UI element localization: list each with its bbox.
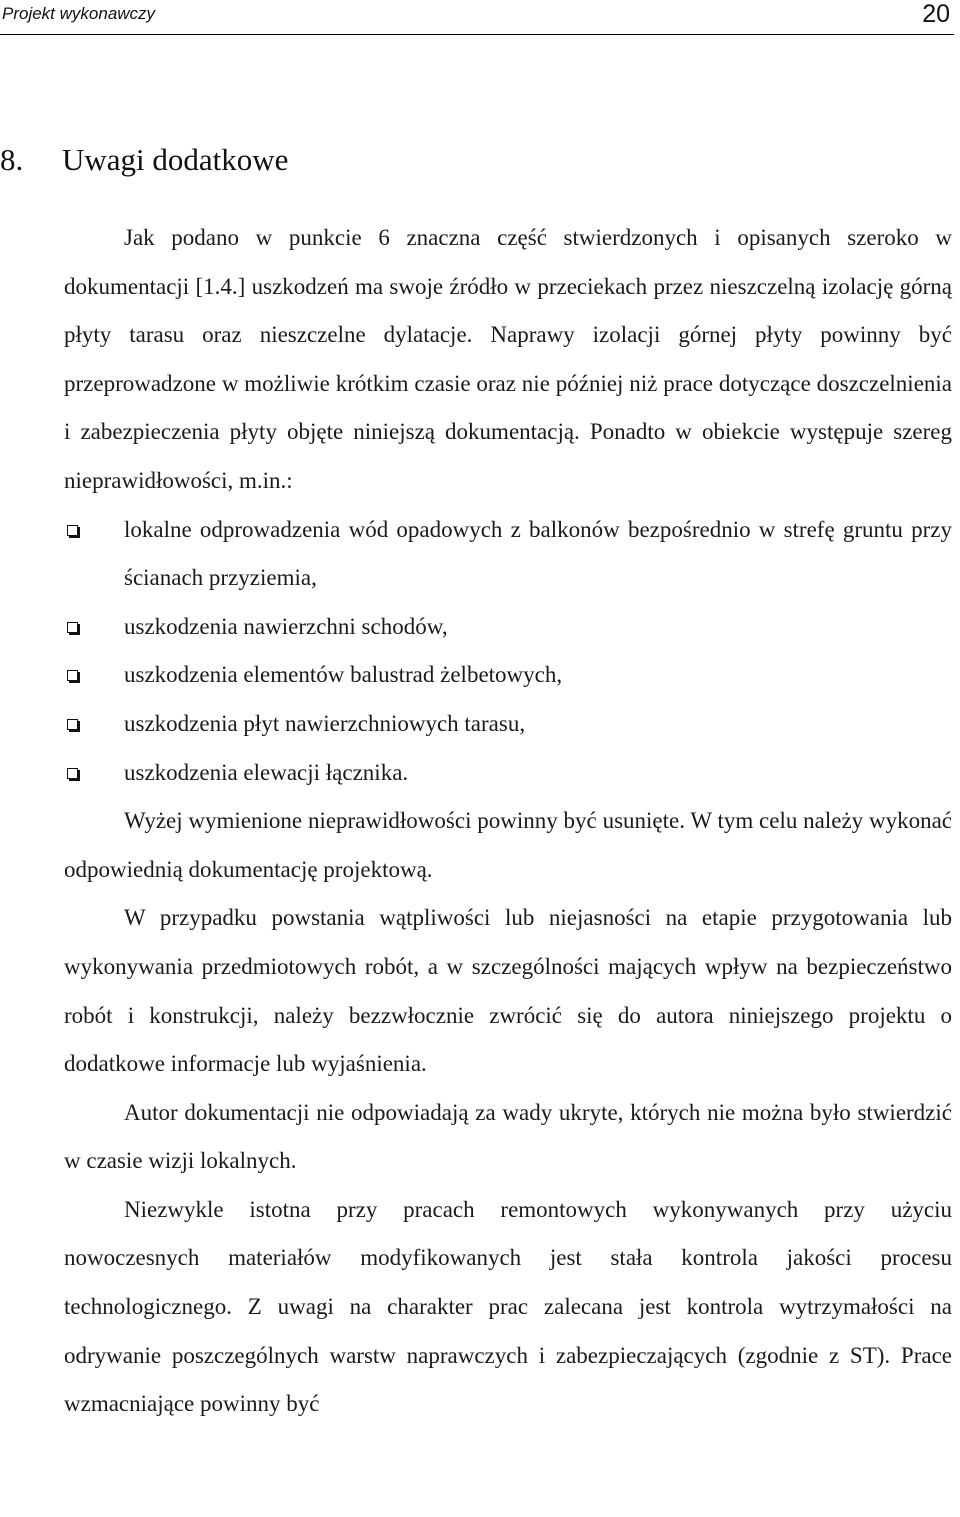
list-item <box>64 651 952 700</box>
paragraph-remediation: Wyżej wymienione nieprawidłowości powinny być usunięte. W tym celu należy wykonać odpowiednią dokumentację projektową. <box>64 808 952 882</box>
list-item-text: uszkodzenia elewacji łącznika. <box>124 759 409 785</box>
issues-list <box>64 506 952 798</box>
section-heading <box>0 142 289 178</box>
section-number: 8. <box>0 142 24 177</box>
page-header <box>0 0 954 35</box>
document-title: Projekt wykonawczy <box>2 4 156 23</box>
list-item-text: lokalne odprowadzenia wód opadowych z balkonów bezpośrednio w strefę gruntu przy ścianach przyziemia, <box>124 516 952 591</box>
checkbox-bullet-icon <box>67 525 78 536</box>
paragraph-quality-control: Niezwykle istotna przy pracach remontowych wykonywanych przy użyciu nowoczesnych materiałów modyfikowanych jest stała kontrola jakości procesu technologicznego. Z uwagi na charakter prac zalecana jest kontrola wytrzymałości na odrywanie poszczególnych warstw naprawczych i zabezpieczających (zgodnie z ST). Prace wzmacniające powinny być <box>64 1196 952 1417</box>
paragraph-doubts: W przypadku powstania wątpliwości lub niejasności na etapie przygotowania lub wykonywania przedmiotowych robót, a w szczególności mających wpływ na bezpieczeństwo robót i konstrukcji, należy bezzwłocznie zwrócić się do autora niniejszego projektu o dodatkowe informacje lub wyjaśnienia. <box>64 905 952 1077</box>
list-item-text: uszkodzenia nawierzchni schodów, <box>124 613 448 639</box>
section-title: Uwagi dodatkowe <box>62 142 289 177</box>
checkbox-bullet-icon <box>67 768 78 779</box>
list-item-text: uszkodzenia elementów balustrad żelbetowych, <box>124 662 563 688</box>
list-item <box>64 506 952 603</box>
paragraph-intro: Jak podano w punkcie 6 znaczna część stwierdzonych i opisanych szeroko w dokumentacji [1.4.] uszkodzeń ma swoje źródło w przeciekach przez nieszczelną izolację górną płyty tarasu oraz nieszczelne dylatacje. Naprawy izolacji górnej płyty powinny być przeprowadzone w możliwie krótkim czasie oraz nie później niż prace dotyczące doszczelnienia i zabezpieczenia płyty objęte niniejszą dokumentacją. Ponadto w obiekcie występuje szereg nieprawidłowości, m.in.: <box>64 225 952 493</box>
checkbox-bullet-icon <box>67 719 78 730</box>
list-item <box>64 603 952 652</box>
document-body <box>64 214 952 1429</box>
checkbox-bullet-icon <box>67 622 78 633</box>
list-item <box>64 700 952 749</box>
checkbox-bullet-icon <box>67 670 78 681</box>
paragraph-liability: Autor dokumentacji nie odpowiadają za wady ukryte, których nie można było stwierdzić w czasie wizji lokalnych. <box>64 1099 952 1174</box>
list-item-text: uszkodzenia płyt nawierzchniowych tarasu, <box>124 710 526 736</box>
list-item <box>64 749 952 798</box>
page-number: 20 <box>922 0 950 28</box>
